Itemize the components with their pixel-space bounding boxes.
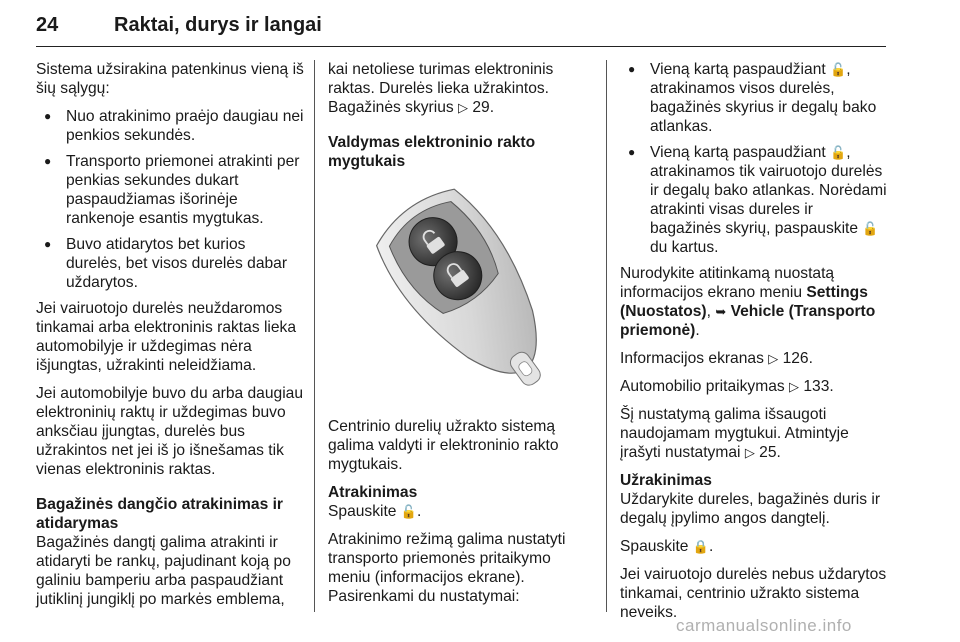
list-item: ● Vieną kartą paspaudžiant 🔓, atrakinamos tik vairuotojo durelės ir degalų bako atlankas. Norėdami atrakinti visas dureles ir bagažinės skyrių, paspauskite 🔓 du kartus. — [620, 143, 888, 257]
settings-list — [620, 60, 888, 257]
column-1 — [36, 60, 304, 618]
arrow-right-icon: ➥ — [715, 304, 727, 319]
unlock-icon: 🔓 — [830, 62, 847, 77]
page-number: 24 — [36, 14, 59, 36]
paragraph: Centrinio durelių užrakto sistemą galima valdyti ir elektroninio rakto mygtukais. — [328, 418, 559, 473]
menu-label-settings: Settings (Nuostatos) — [620, 284, 868, 320]
electronic-key-illustration — [328, 175, 596, 405]
watermark: carmanualsonline.info — [676, 616, 852, 635]
page-title: Raktai, durys ir langai — [114, 14, 322, 36]
lock-icon: 🔒 — [692, 539, 710, 554]
intro-paragraph: Sistema užsirakina patenkinus vieną iš šių sąlygų: — [36, 61, 304, 97]
section-heading: Bagažinės dangčio atrakinimas ir atidarymas — [36, 496, 283, 532]
paragraph: Jei vairuotojo durelės neuždaromos tinkamai arba elektroninis raktas lieka automobilyje ir uždegimas nėra išjungtas, užrakinti neleidžiama. — [36, 300, 297, 374]
paragraph: Spauskite 🔒. — [620, 538, 714, 555]
paragraph: Uždarykite dureles, bagažinės duris ir degalų įpylimo angos dangtelį. — [620, 491, 881, 527]
menu-label-vehicle: Vehicle (Transporto priemonė) — [620, 303, 876, 339]
unlock-icon: 🔓 — [862, 221, 879, 236]
section-heading: Užrakinimas — [620, 472, 712, 489]
column-divider — [314, 60, 315, 612]
page-ref-link[interactable]: 29. — [472, 99, 495, 116]
page-ref-arrow-icon: ▷ — [789, 379, 800, 394]
paragraph: Jei vairuotojo durelės nebus uždarytos tinkamai, centrinio užrakto sistema neveiks. — [620, 566, 887, 621]
page-ref-link[interactable]: 25. — [759, 444, 781, 461]
column-divider — [606, 60, 607, 612]
column-2 — [328, 60, 596, 615]
conditions-list — [36, 107, 304, 292]
unlock-icon: 🔓 — [830, 145, 847, 160]
list-item: ● Buvo atidarytos bet kurios durelės, bet visos durelės dabar uždarytos. — [36, 235, 304, 292]
page-ref-link[interactable]: 126. — [782, 350, 813, 367]
paragraph: Jei automobilyje buvo du arba daugiau elektroninių raktų ir uždegimas buvo anksčiau įjungtas, durelės bus užrakintos net jei iš jo išnešamas tik vienas elektroninis raktas. — [36, 385, 304, 478]
paragraph: Šį nustatymą galima išsaugoti naudojamam mygtukui. Atmintyje įrašyti nustatymai ▷ 25. — [620, 406, 849, 461]
paragraph: kai netoliese turimas elektroninis raktas. Durelės lieka užrakintos. Bagažinės skyrius ▷ 29. — [328, 61, 554, 116]
page-header — [36, 12, 886, 47]
paragraph: Nurodykite atitinkamą nuostatą informacijos ekrano meniu Settings (Nuostatos), ➥ Vehicle (Transporto priemonė). — [620, 265, 876, 339]
section-heading: Atrakinimas — [328, 484, 418, 501]
unlock-icon: 🔓 — [400, 504, 418, 519]
list-item: ● Vieną kartą paspaudžiant 🔓, atrakinamos visos durelės, bagažinės skyrius ir degalų bako atlankas. — [620, 60, 888, 136]
cross-reference: Informacijos ekranas ▷ 126. — [620, 350, 813, 367]
list-item: ● Transporto priemonei atrakinti per penkias sekundes dukart paspaudžiamas išorinėje rankenoje esantis mygtukas. — [36, 152, 304, 228]
list-item: ● Nuo atrakinimo praėjo daugiau nei penkios sekundės. — [36, 107, 304, 145]
section-heading: Valdymas elektroninio rakto mygtukais — [328, 134, 536, 170]
page-ref-arrow-icon: ▷ — [768, 351, 779, 366]
column-3 — [620, 60, 888, 631]
paragraph: Atrakinimo režimą galima nustatyti transporto priemonės pritaikymo meniu (informacijos ekrane). Pasirenkami du nustatymai: — [328, 531, 566, 605]
paragraph: Spauskite 🔓. — [328, 503, 422, 520]
page-ref-arrow-icon: ▷ — [458, 100, 469, 115]
cross-reference: Automobilio pritaikymas ▷ 133. — [620, 378, 834, 395]
page-ref-link[interactable]: 133. — [803, 378, 834, 395]
page-ref-arrow-icon: ▷ — [744, 445, 755, 460]
paragraph: Bagažinės dangtį galima atrakinti ir atidaryti be rankų, pajudinant koją po galiniu bamperiu arba paspaudžiant jutiklinį jungiklį po markės emblema, — [36, 534, 291, 608]
